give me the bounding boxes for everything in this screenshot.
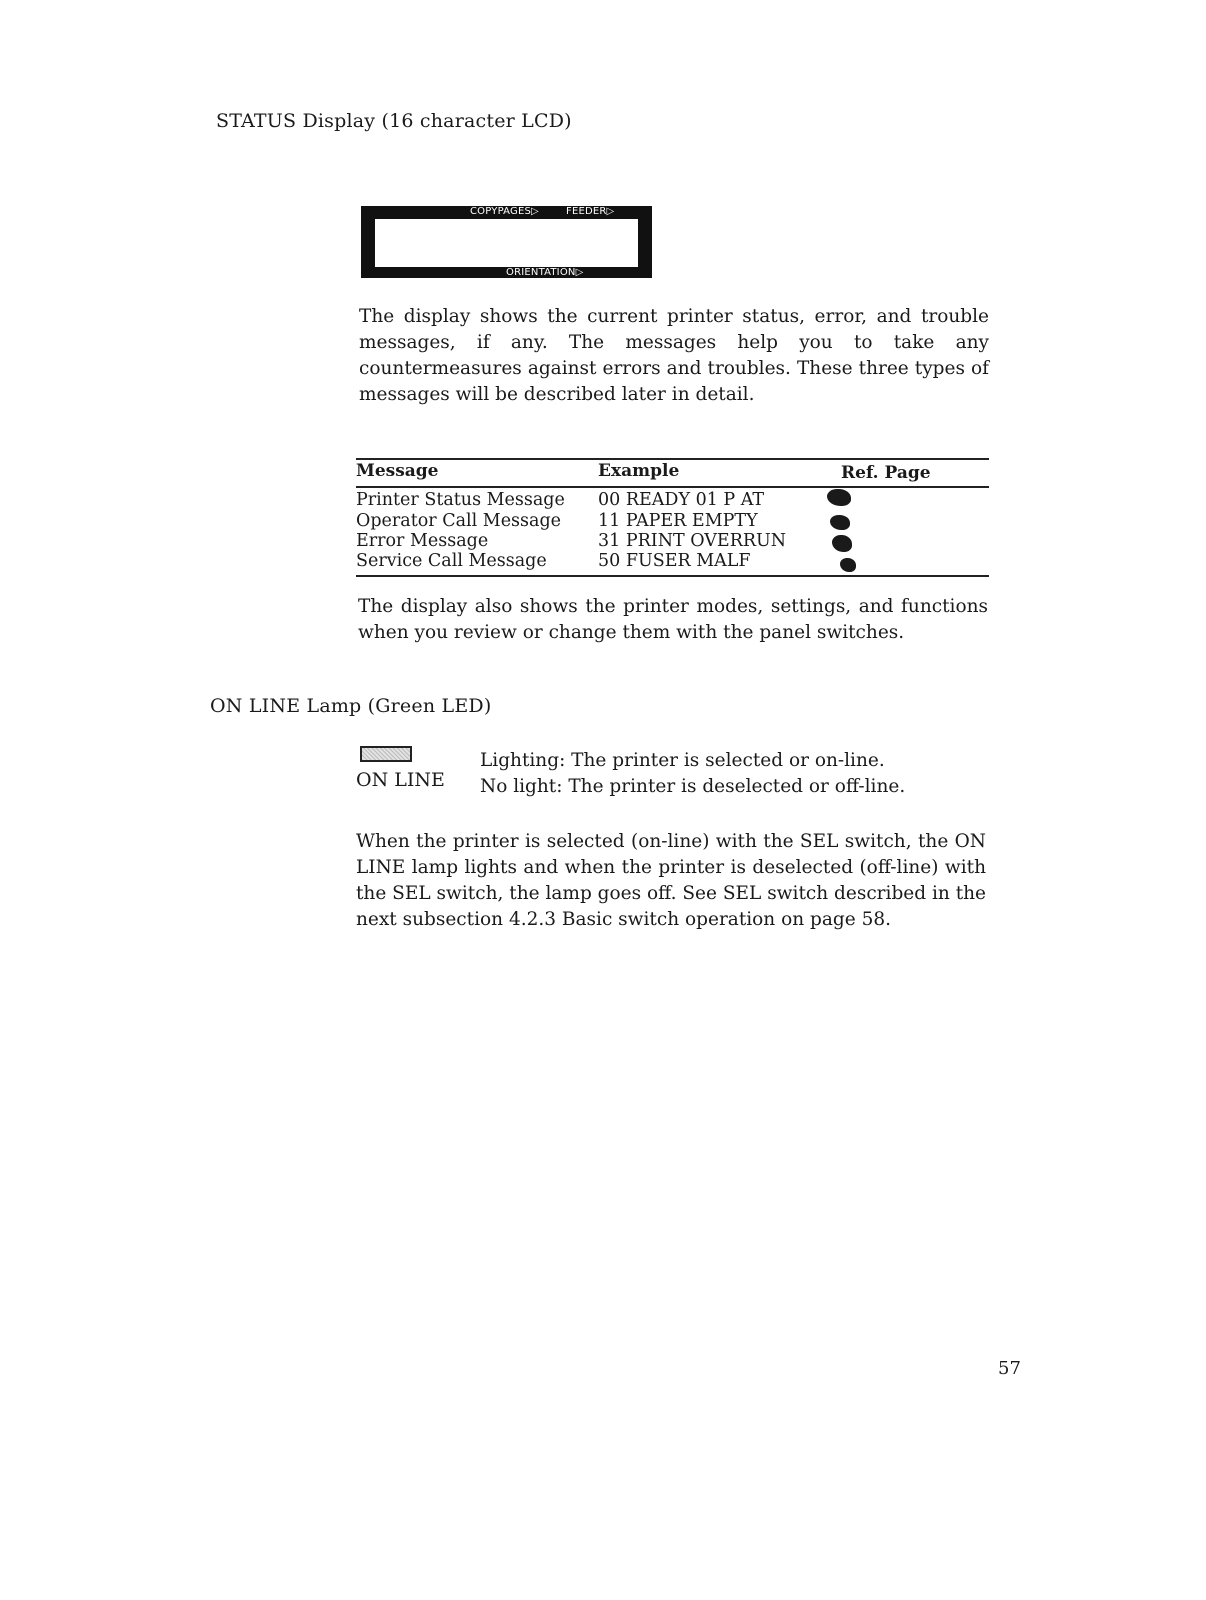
row-4-example: 50 FUSER MALF [598,551,751,571]
lcd-label-orientation: ORIENTATION▷ [506,267,584,278]
row-3-example: 31 PRINT OVERRUN [598,531,787,551]
header-ref-page: Ref. Page [841,463,931,483]
header-message: Message [356,461,439,481]
lcd-label-feeder: FEEDER▷ [566,206,615,217]
status-display-heading: STATUS Display (16 character LCD) [216,110,572,132]
redacted-ref-page [830,515,850,530]
table-header-rule [356,486,989,488]
redacted-ref-page [840,558,856,572]
row-2-example: 11 PAPER EMPTY [598,511,758,531]
row-4-message: Service Call Message [356,551,547,571]
table-bottom-rule [356,575,989,577]
redacted-ref-page [832,535,852,552]
status-display-description: The display shows the current printer status, error, and trouble messages, if any. The messages help you to take any countermeasures against errors and troubles. These three types of messages will be described later in detail. [359,306,989,405]
lcd-window [375,219,638,267]
online-lamp-heading: ON LINE Lamp (Green LED) [210,695,492,717]
row-3-message: Error Message [356,531,489,551]
row-2-message: Operator Call Message [356,511,562,531]
display-modes-description: The display also shows the printer modes, settings, and functions when you review or change them with the panel switches. [358,596,988,643]
lcd-label-copypages: COPYPAGES▷ [470,206,539,217]
lamp-no-light-description: No light: The printer is deselected or off-line. [480,776,906,797]
redacted-ref-page [827,489,851,506]
lamp-lighting-description: Lighting: The printer is selected or on-line. [480,750,885,771]
online-lamp-label: ON LINE [356,769,445,791]
row-1-example: 00 READY 01 P AT [598,490,765,510]
header-example: Example [598,461,680,481]
table-top-rule [356,458,989,460]
page-number: 57 [998,1358,1021,1379]
online-lamp-description: When the printer is selected (on-line) with the SEL switch, the ON LINE lamp lights and when the printer is deselected (off-line) with the SEL switch, the lamp goes off. See SEL switch described in the next subsection 4.2.3 Basic switch operation on page 58. [356,831,986,930]
led-lamp-icon [360,746,412,762]
lcd-display-illustration [361,206,652,278]
row-1-message: Printer Status Message [356,490,565,510]
